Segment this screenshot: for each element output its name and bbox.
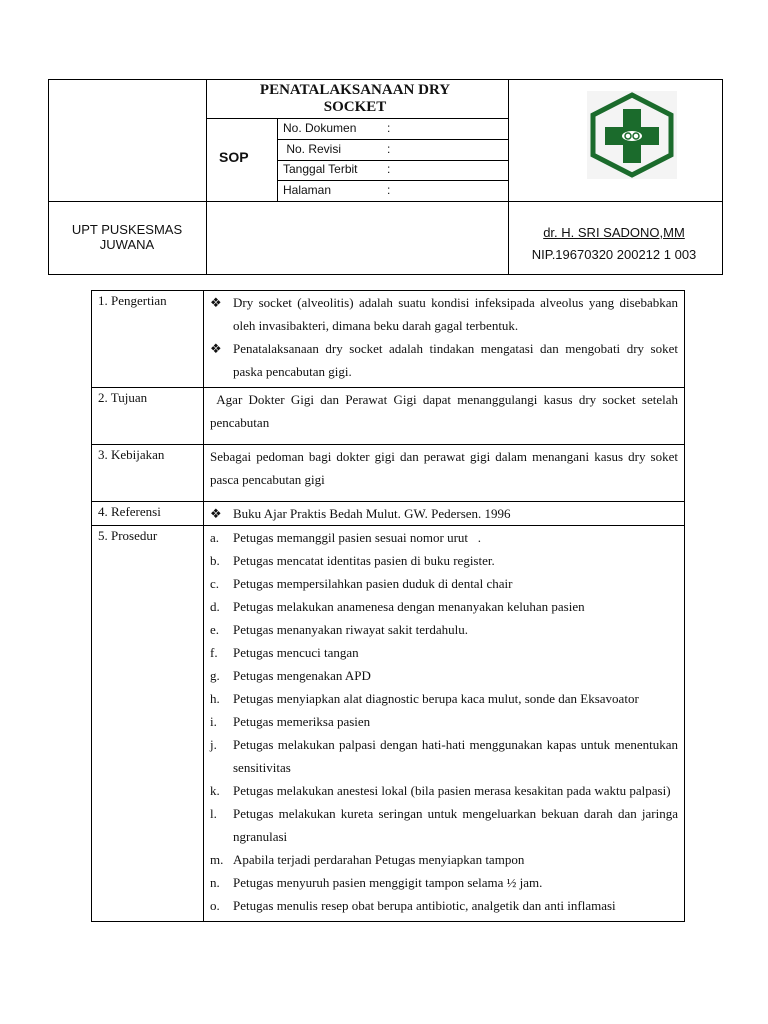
list-marker: h.: [210, 691, 220, 706]
signatory-nip: NIP.19670320 200212 1 003: [531, 247, 697, 262]
list-item: [210, 502, 678, 525]
section-label: 5. Prosedur: [92, 526, 204, 922]
meta-row-tanggal-terbit: [283, 161, 503, 177]
list-item: [210, 848, 678, 871]
section-referensi: [92, 502, 685, 526]
list-item: [210, 664, 678, 687]
section-label: 4. Referensi: [92, 502, 204, 526]
list-marker: o.: [210, 898, 220, 913]
section-tujuan: [92, 388, 685, 445]
list-item: [210, 710, 678, 733]
meta-value: :: [387, 183, 391, 197]
item-text: Petugas mengenakan APD: [233, 668, 371, 683]
item-text: Petugas menyuruh pasien menggigit tampon selama ½ jam.: [233, 875, 543, 890]
list-marker: a.: [210, 530, 220, 545]
bullet-marker: ❖: [210, 506, 222, 521]
list-item: [210, 779, 678, 802]
meta-row-halaman: [283, 182, 503, 198]
meta-label: No. Revisi: [283, 142, 342, 156]
list-item: [210, 802, 678, 848]
item-text: Petugas melakukan anamenesa dengan menanyakan keluhan pasien: [233, 599, 585, 614]
list-marker: d.: [210, 599, 220, 614]
section-pengertian: [92, 291, 685, 388]
list-item: [210, 894, 678, 917]
meta-value: :: [387, 162, 391, 176]
list-marker: e.: [210, 622, 220, 637]
institution-name: UPT PUSKESMAS JUWANA: [71, 222, 183, 252]
item-text: Petugas menulis resep obat berupa antibiotic, analgetik dan anti inflamasi: [233, 898, 616, 913]
list-marker: l.: [210, 806, 217, 821]
meta-label: Tanggal Terbit: [283, 162, 358, 176]
list-marker: m.: [210, 852, 224, 867]
list-item: [210, 337, 678, 383]
item-text: Petugas mencuci tangan: [233, 645, 359, 660]
list-item: [210, 549, 678, 572]
section-text: Sebagai pedoman bagi dokter gigi dan perawat gigi dalam menangani kasus dry soket pasca pencabutan gigi: [210, 449, 678, 487]
item-text: Petugas melakukan anestesi lokal (bila pasien merasa kesakitan pada waktu palpasi): [233, 783, 671, 798]
section-text: Agar Dokter Gigi dan Perawat Gigi dapat menanggulangi kasus dry socket setelah pencabutan: [210, 392, 682, 430]
puskesmas-logo-icon: [587, 91, 677, 179]
list-marker: k.: [210, 783, 220, 798]
signatory-name: dr. H. SRI SADONO,MM: [543, 225, 685, 240]
list-marker: b.: [210, 553, 220, 568]
meta-value: :: [387, 121, 391, 135]
list-item: [210, 595, 678, 618]
list-item: [210, 526, 678, 549]
item-text: Penatalaksanaan dry socket adalah tindakan mengatasi dan mengobati dry soket paska pencabutan gigi.: [233, 341, 678, 379]
section-label: 2. Tujuan: [92, 388, 204, 445]
section-kebijakan: [92, 445, 685, 502]
bullet-marker: ❖: [210, 341, 222, 356]
list-marker: n.: [210, 875, 220, 890]
meta-label: No. Dokumen: [283, 121, 357, 135]
meta-value: :: [387, 142, 391, 156]
list-marker: c.: [210, 576, 220, 591]
bullet-marker: ❖: [210, 295, 222, 310]
section-label: 1. Pengertian: [92, 291, 204, 388]
sop-content-table: [91, 290, 685, 922]
list-marker: i.: [210, 714, 217, 729]
list-item: [210, 291, 678, 337]
item-text: Petugas mempersilahkan pasien duduk di dental chair: [233, 576, 513, 591]
list-item: [210, 641, 678, 664]
item-text: Petugas memanggil pasien sesuai nomor urut .: [233, 530, 482, 545]
item-text: Petugas memeriksa pasien: [233, 714, 371, 729]
item-text: Petugas melakukan palpasi dengan hati-hati menggunakan kapas untuk menentukan sensitivitas: [233, 737, 678, 775]
list-item: [210, 618, 678, 641]
item-text: Apabila terjadi perdarahan Petugas menyiapkan tampon: [233, 852, 525, 867]
item-text: Petugas melakukan kureta seringan untuk mengeluarkan bekuan darah dan jaringa ngranulasi: [233, 806, 678, 844]
list-marker: g.: [210, 668, 220, 683]
sop-label: SOP: [219, 149, 249, 165]
meta-row-no-dokumen: [283, 120, 503, 136]
item-text: Buku Ajar Praktis Bedah Mulut. GW. Pedersen. 1996: [233, 506, 511, 521]
list-item: [210, 572, 678, 595]
item-text: Petugas mencatat identitas pasien di buku register.: [233, 553, 495, 568]
section-label: 3. Kebijakan: [92, 445, 204, 502]
section-prosedur: [92, 526, 685, 922]
document-title: PENATALAKSANAAN DRY SOCKET: [259, 82, 451, 115]
list-marker: j.: [210, 737, 217, 752]
list-marker: f.: [210, 645, 218, 660]
list-item: [210, 871, 678, 894]
list-item: [210, 687, 678, 710]
meta-label: Halaman: [283, 183, 332, 197]
item-text: Dry socket (alveolitis) adalah suatu kondisi infeksipada alveolus yang disebabkan oleh invasibakteri, dimana beku darah gagal terbentuk.: [233, 295, 678, 333]
item-text: Petugas menyiapkan alat diagnostic berupa kaca mulut, sonde dan Eksavoator: [233, 691, 639, 706]
list-item: [210, 733, 678, 779]
item-text: Petugas menanyakan riwayat sakit terdahulu.: [233, 622, 469, 637]
meta-row-no-revisi: [283, 141, 503, 157]
